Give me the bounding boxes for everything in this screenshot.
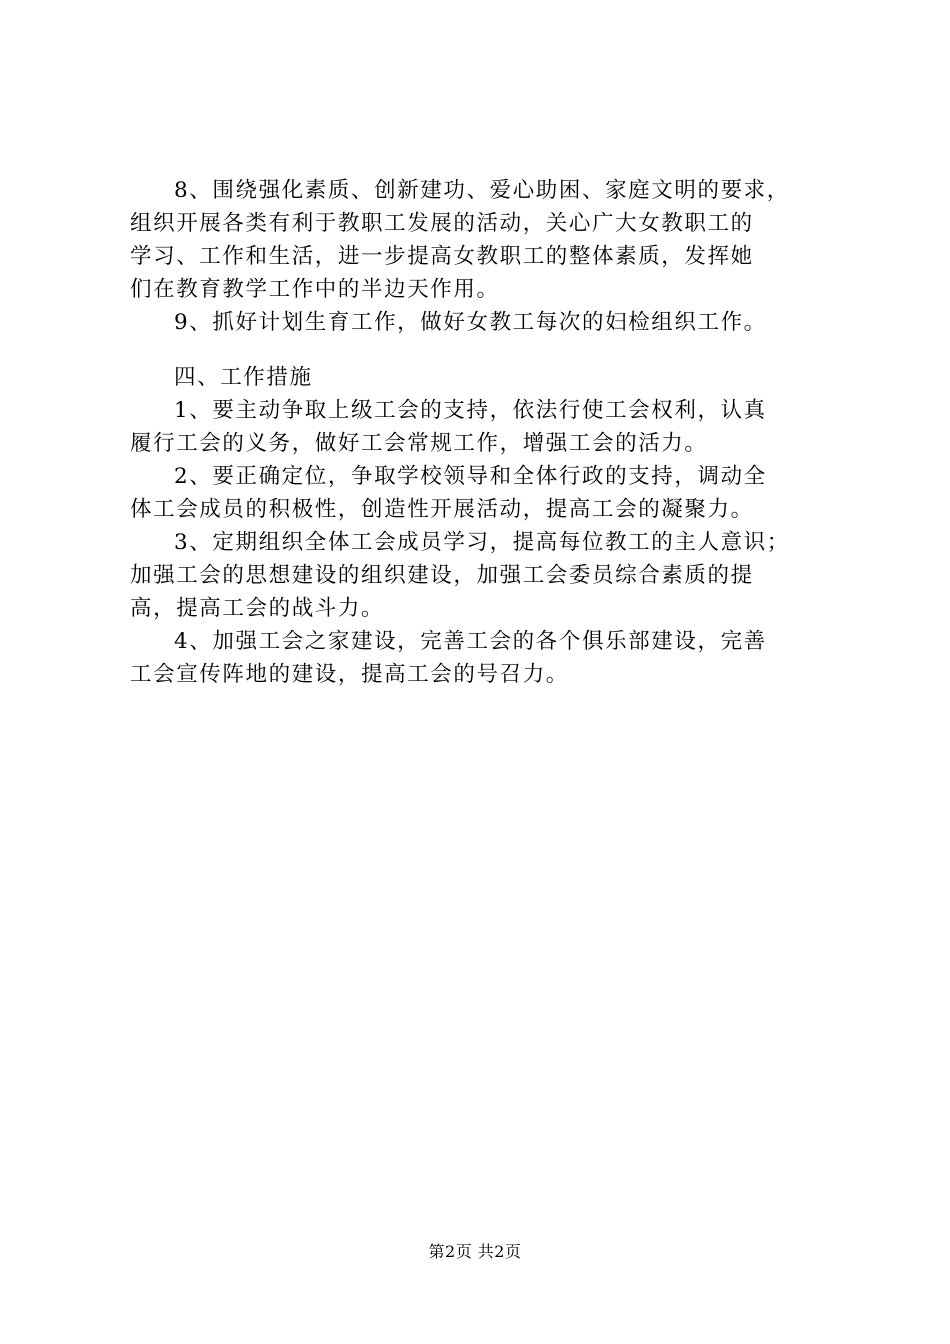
measure-2-line-1: 2、要正确定位，争取学校领导和全体行政的支持，调动全 bbox=[174, 464, 767, 489]
paragraph-8-line-1: 8、围绕强化素质、创新建功、爱心助困、家庭文明的要求， bbox=[174, 178, 790, 203]
measure-1-line-1: 1、要主动争取上级工会的支持，依法行使工会权利，认真 bbox=[174, 398, 767, 423]
measure-3-line-1: 3、定期组织全体工会成员学习，提高每位教工的主人意识； bbox=[174, 530, 790, 555]
measure-3-line-2: 加强工会的思想建设的组织建设，加强工会委员综合素质的提 bbox=[130, 563, 754, 588]
page-footer: 第2页 共2页 bbox=[428, 1242, 522, 1261]
paragraph-8-line-2: 组织开展各类有利于教职工发展的活动，关心广大女教职工的 bbox=[130, 211, 754, 236]
section-spacer bbox=[130, 339, 830, 361]
document-body bbox=[130, 174, 830, 691]
paragraph-8-line-3: 学习、工作和生活，进一步提高女教职工的整体素质，发挥她 bbox=[130, 244, 754, 269]
measure-2-line-2: 体工会成员的积极性，创造性开展活动，提高工会的凝聚力。 bbox=[130, 497, 754, 522]
measure-3-line-3: 高，提高工会的战斗力。 bbox=[130, 596, 385, 621]
section-heading-measures: 四、工作措施 bbox=[174, 365, 313, 390]
paragraph-8-line-4: 们在教育教学工作中的半边天作用。 bbox=[130, 277, 500, 302]
measure-4-line-1: 4、加强工会之家建设，完善工会的各个俱乐部建设，完善 bbox=[174, 629, 767, 654]
measure-1-line-2: 履行工会的义务，做好工会常规工作，增强工会的活力。 bbox=[130, 431, 708, 456]
paragraph-9-line-1: 9、抓好计划生育工作，做好女教工每次的妇检组织工作。 bbox=[174, 310, 767, 335]
measure-4-line-2: 工会宣传阵地的建设，提高工会的号召力。 bbox=[130, 662, 569, 687]
